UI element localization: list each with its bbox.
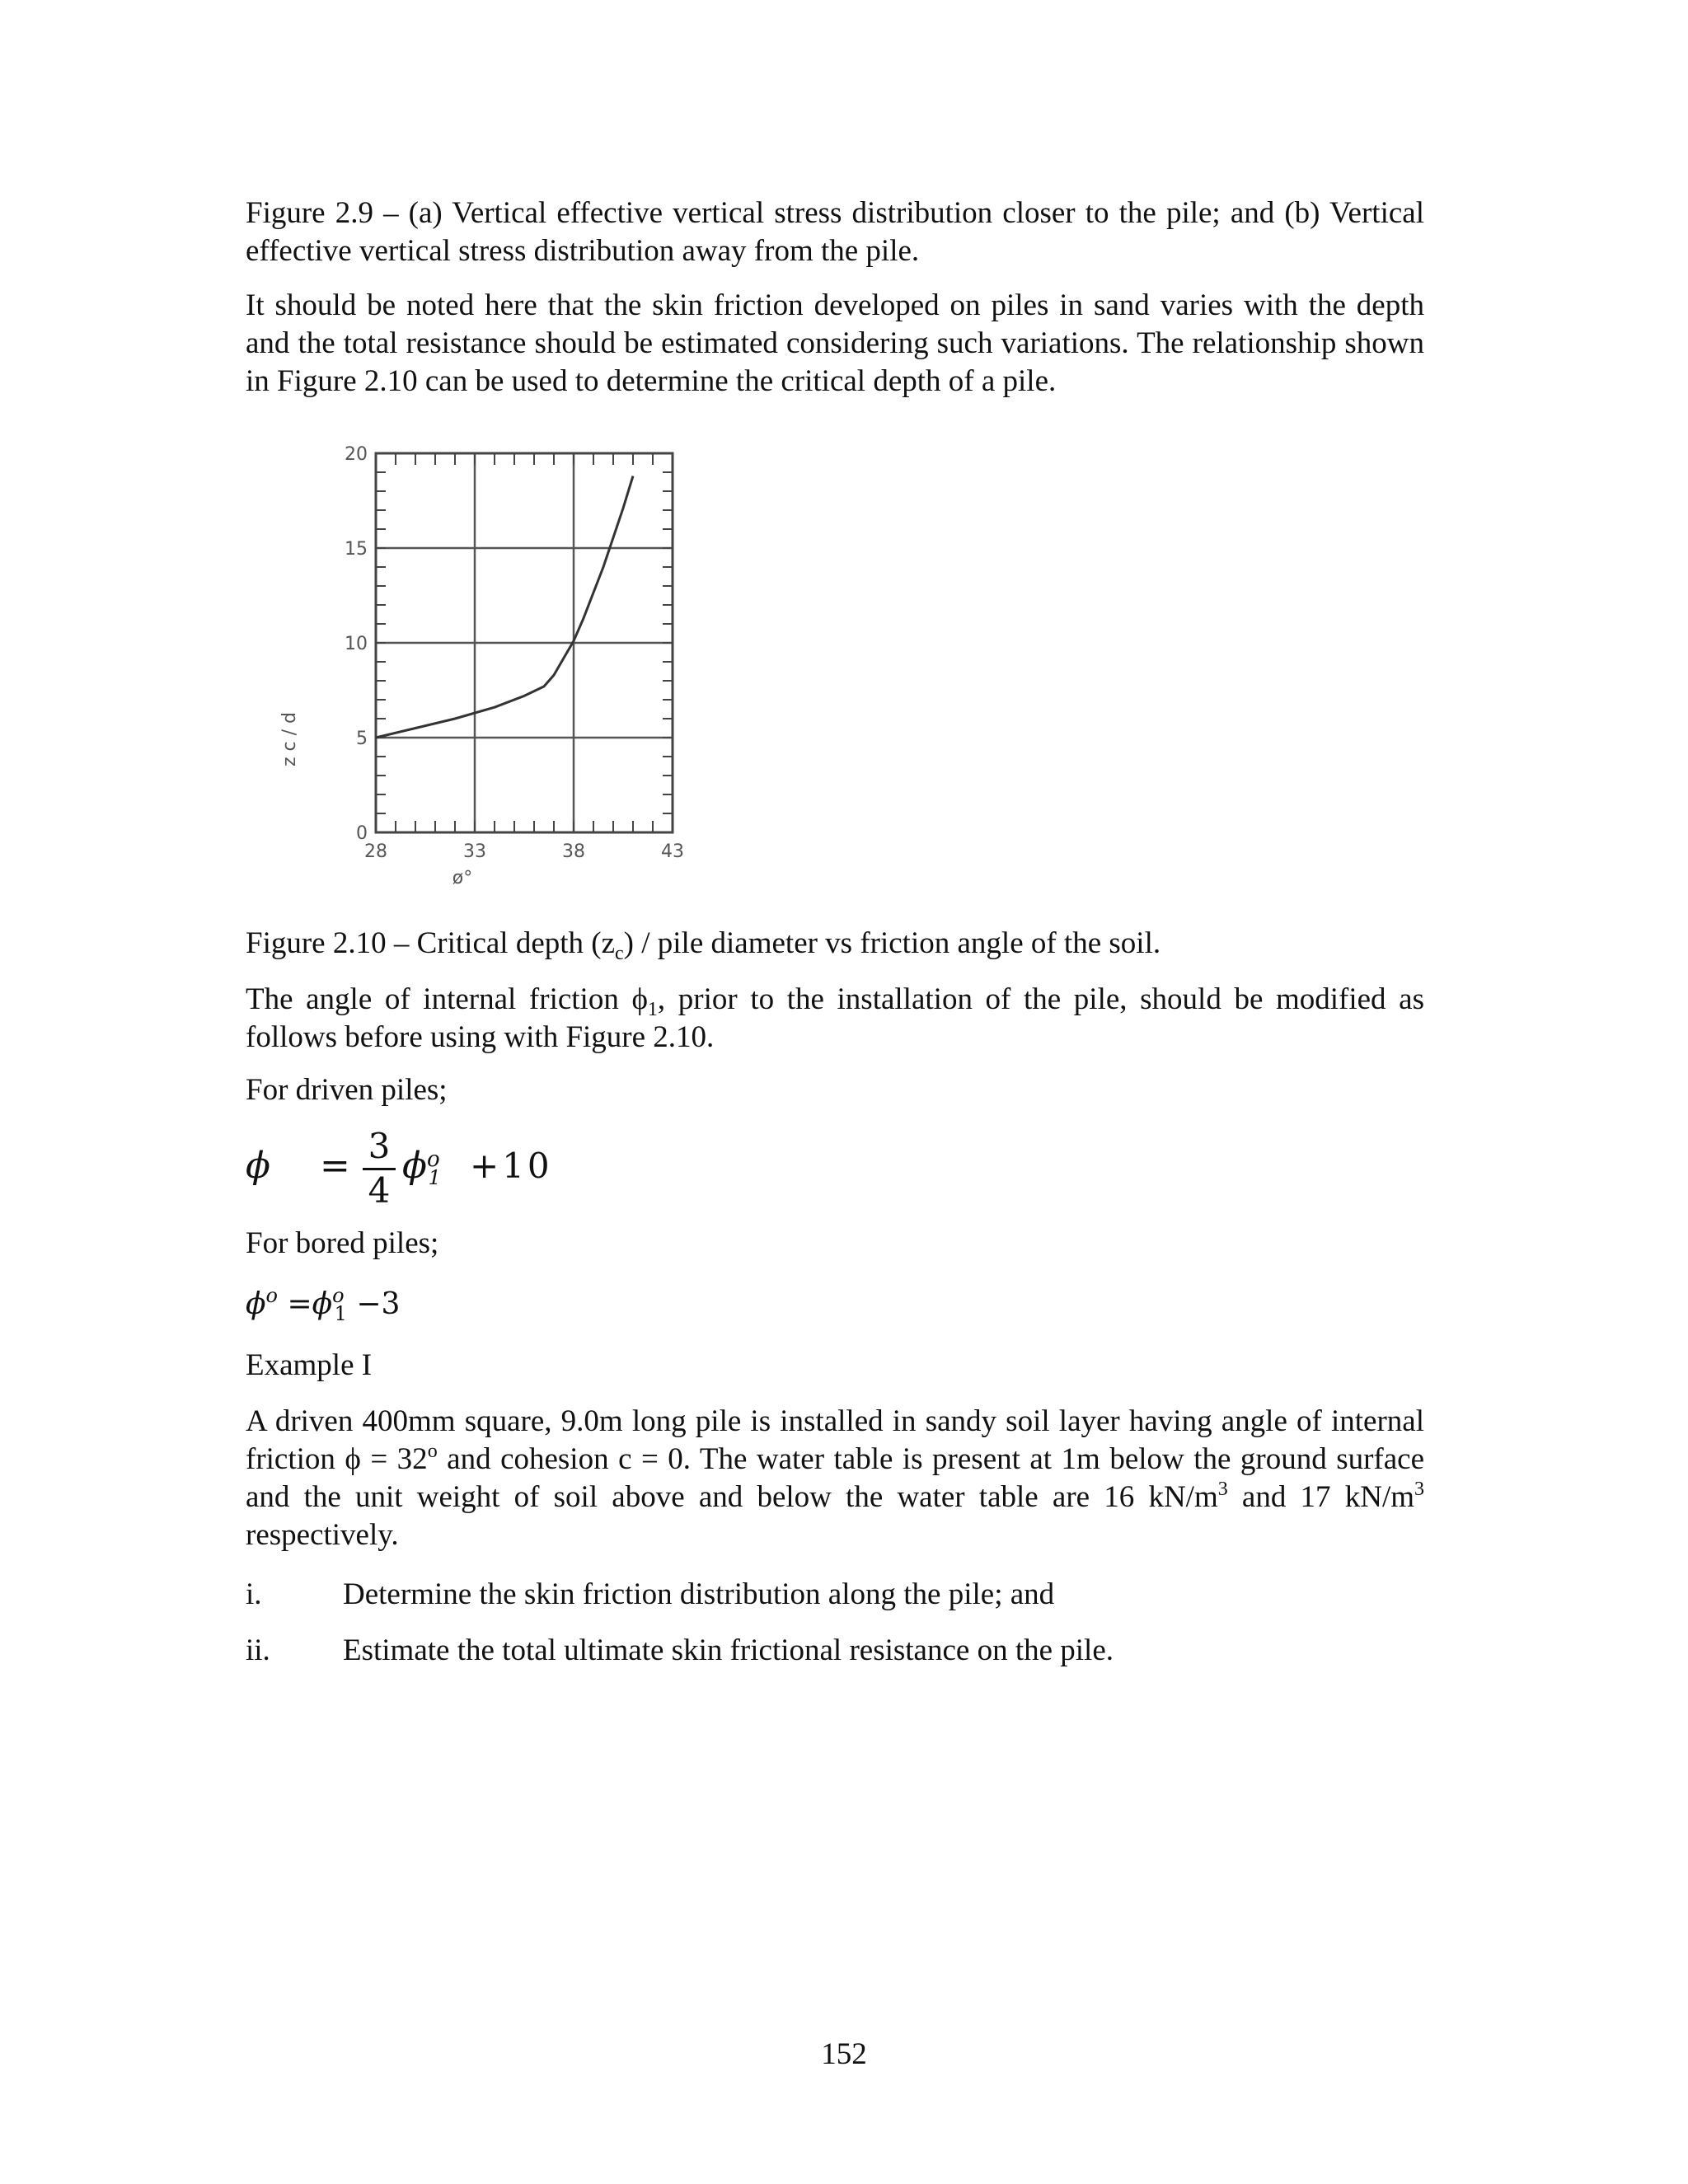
- example-problem-text: A driven 400mm square, 9.0m long pile is installed in sandy soil layer having angle of internal friction $\phi = 32^o$ and cohesion c = 0. The water table is present at 1m below the ground surface and the unit weight of soil above and below the water table are 16 $kN/m^3$ and 17 $kN/m^3$ respectively.: [246, 1404, 1425, 1552]
- chart-x-tick-label: 43: [661, 841, 684, 862]
- chart-y-axis-label: z c / d: [279, 712, 300, 766]
- paragraph-skin-friction: It should be noted here that the skin friction developed on piles in sand varies with the depth and the total resistance should be estimated considering such variations. The relationship shown in Figure 2.10 can be used to determine the critical depth of a pile.: [246, 288, 1424, 398]
- chart-series-line: [376, 476, 633, 738]
- critical-depth-chart: [262, 422, 707, 900]
- figure-2-10-caption: Figure 2.10 – Critical depth $(z_c)$ / pile diameter vs friction angle of the soil.: [246, 926, 1161, 964]
- equation-bored: $\phi^o =\phi^o_1 -3$: [246, 1284, 401, 1325]
- driven-piles-label: For driven piles;: [246, 1073, 448, 1107]
- chart-y-tick-label: 5: [356, 729, 368, 749]
- chart-tick-labels: [345, 444, 684, 862]
- task-number: i.: [246, 1577, 262, 1611]
- eq1-phi: $\phi^o_1$: [402, 1145, 441, 1189]
- eq1-denominator: 4: [368, 1170, 391, 1211]
- chart-series: [376, 476, 633, 738]
- task-text: Estimate the total ultimate skin frictional resistance on the pile.: [343, 1633, 1114, 1667]
- figure-2-9-caption: Figure 2.9 – (a) Vertical effective vertical stress distribution closer to the pile; and (b) Vertical effective vertical stress distribution away from the pile.: [246, 196, 1424, 268]
- bored-piles-label: For bored piles;: [246, 1226, 439, 1260]
- page-number: 152: [821, 2037, 867, 2071]
- paragraph-friction-angle: The angle of internal friction $\phi_1$, prior to the installation of the pile, should be modified as follows before using with Figure 2.10.: [246, 982, 1424, 1054]
- eq1-numerator: 3: [368, 1126, 391, 1166]
- chart-y-tick-label: 10: [345, 634, 368, 654]
- chart-grid: [376, 453, 673, 832]
- task-number: ii.: [246, 1633, 270, 1667]
- chart-x-tick-label: 33: [463, 841, 486, 862]
- task-text: Determine the skin friction distribution along the pile; and: [343, 1577, 1055, 1611]
- chart-y-tick-label: 15: [345, 539, 368, 560]
- chart-x-tick-label: 38: [562, 841, 585, 862]
- chart-x-axis-label: ø°: [452, 868, 473, 888]
- eq1-lhs: ϕ: [246, 1145, 270, 1187]
- eq1-equals: =: [320, 1145, 350, 1187]
- example-title: Example I: [246, 1348, 373, 1382]
- chart-y-tick-label: 0: [356, 823, 368, 844]
- chart-x-tick-label: 28: [364, 841, 387, 862]
- eq1-rest: +10: [470, 1146, 553, 1186]
- chart-y-tick-label: 20: [345, 444, 368, 465]
